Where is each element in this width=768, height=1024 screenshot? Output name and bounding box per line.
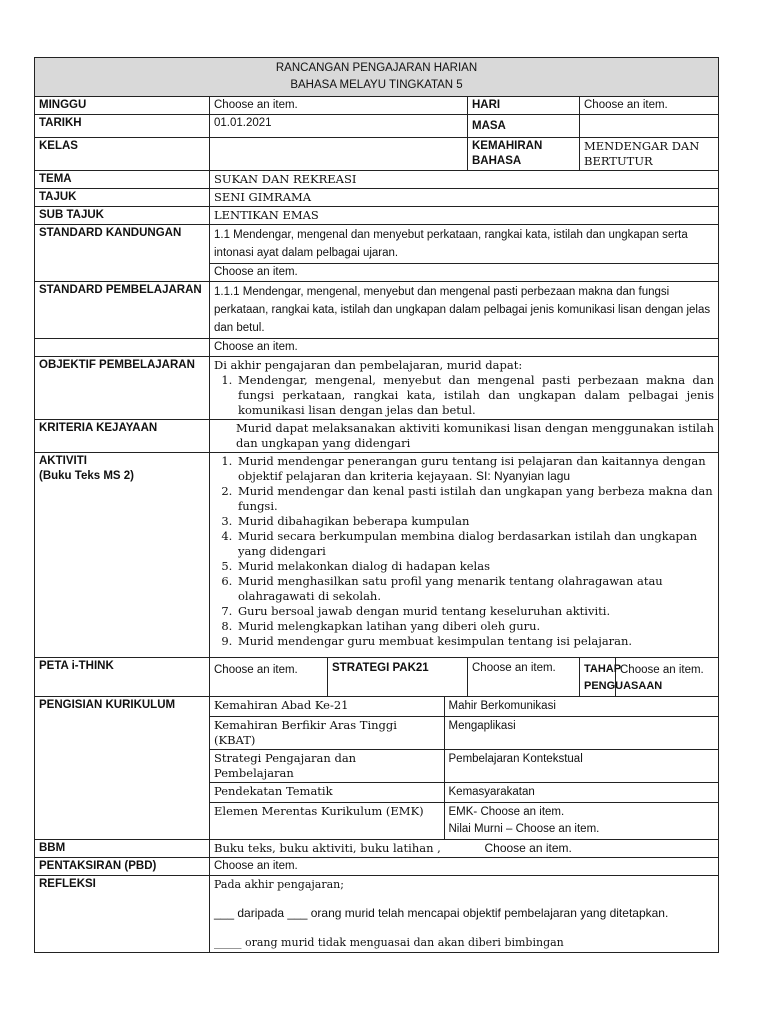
pengisian-left: Kemahiran Abad Ke-21 (210, 697, 444, 717)
aktiviti-item: 9. Murid mendengar guru membuat kesimpulan tentang isi pelajaran. (236, 634, 714, 649)
tahap-dropdown[interactable]: Choose an item. (616, 658, 719, 697)
pengisian-right: Kemasyarakatan (444, 783, 718, 803)
row-kriteria (35, 420, 719, 453)
refleksi-cell (210, 876, 719, 953)
kriteria-label: KRITERIA KEJAYAAN (35, 420, 210, 453)
aktiviti-label-cell (35, 453, 210, 658)
lesson-plan-table (34, 57, 719, 953)
pengisian-row (210, 697, 718, 717)
objektif-cell (210, 357, 719, 420)
minggu-dropdown[interactable]: Choose an item. (210, 97, 468, 115)
pengisian-left: Elemen Merentas Kurikulum (EMK) (210, 803, 444, 840)
row-pengisian (35, 697, 719, 840)
pengisian-right: Mahir Berkomunikasi (444, 697, 718, 717)
sk-text: 1.1 Mendengar, mengenal dan menyebut perkataan, rangkai kata, istilah dan ungkapan serta intonasi ayat dalam pelbagai ujaran. (210, 225, 719, 264)
pengisian-row (210, 803, 718, 840)
bbm-text: Buku teks, buku aktiviti, buku latihan , (214, 841, 441, 855)
pengisian-label: PENGISIAN KURIKULUM (35, 697, 210, 840)
page-title (35, 58, 719, 97)
objektif-intro: Di akhir pengajaran dan pembelajaran, murid dapat: (214, 358, 523, 372)
hari-label: HARI (468, 97, 580, 115)
peta-dropdown[interactable]: Choose an item. (210, 658, 328, 697)
pbd-dropdown[interactable]: Choose an item. (210, 858, 719, 876)
pengisian-left: Kemahiran Berfikir Aras Tinggi (KBAT) (210, 717, 444, 750)
masa-label: MASA (468, 115, 580, 138)
tajuk-label: TAJUK (35, 189, 210, 207)
row-peta (35, 658, 719, 697)
row-objektif (35, 357, 719, 420)
tahap-label: TAHAP PENGUASAAN (580, 658, 616, 697)
pengisian-row (210, 717, 718, 750)
aktiviti-label: AKTIVITI (39, 455, 87, 467)
pengisian-table (210, 697, 718, 839)
strategi-dropdown[interactable]: Choose an item. (468, 658, 580, 697)
sp-label: STANDARD PEMBELAJARAN (35, 282, 210, 339)
aktiviti-list (214, 454, 714, 649)
sk-label: STANDARD KANDUNGAN (35, 225, 210, 282)
pengisian-left: Pendekatan Tematik (210, 783, 444, 803)
refleksi-line-2: ___ daripada ___ orang murid telah mencapai objektif pembelajaran yang ditetapkan. (214, 906, 669, 920)
row-tajuk (35, 189, 719, 207)
refleksi-line-1: Pada akhir pengajaran; (214, 878, 344, 891)
aktiviti-si-note: SI: Nyanyian lagu (476, 469, 571, 483)
aktiviti-item: 2. Murid mendengar dan kenal pasti istilah dan ungkapan yang berbeza makna dan fungsi. (236, 484, 714, 514)
kriteria-text: Murid dapat melaksanakan aktiviti komunikasi lisan dengan menggunakan istilah dan ungkapan yang didengari (210, 420, 719, 453)
row-sp (35, 282, 719, 339)
objektif-list (214, 373, 714, 418)
row-sk (35, 225, 719, 264)
pengisian-row (210, 783, 718, 803)
sp-empty-cell (35, 339, 210, 357)
aktiviti-item: 4. Murid secara berkumpulan membina dialog berdasarkan istilah dan ungkapan yang didengari (236, 529, 714, 559)
tajuk-value: SENI GIMRAMA (210, 189, 719, 207)
kelas-label: KELAS (35, 138, 210, 171)
title-line-2: BAHASA MELAYU TINGKATAN 5 (290, 79, 463, 91)
sk-dropdown[interactable]: Choose an item. (210, 264, 719, 282)
tarikh-field[interactable]: 01.01.2021 (210, 115, 468, 138)
peta-label: PETA i-THINK (35, 658, 210, 697)
aktiviti-cell (210, 453, 719, 658)
objektif-label: OBJEKTIF PEMBELAJARAN (35, 357, 210, 420)
row-minggu (35, 97, 719, 115)
row-bbm (35, 840, 719, 858)
subtajuk-label: SUB TAJUK (35, 207, 210, 225)
row-sp-choose (35, 339, 719, 357)
aktiviti-item: 6. Murid menghasilkan satu profil yang menarik tentang olahragawan atau olahragawati di sekolah. (236, 574, 714, 604)
strategi-label: STRATEGI PAK21 (328, 658, 468, 697)
minggu-label: MINGGU (35, 97, 210, 115)
emk-dropdown[interactable]: EMK- Choose an item. (448, 806, 565, 818)
pengisian-right: Pembelajaran Kontekstual (444, 750, 718, 783)
kemahiran-label: KEMAHIRAN BAHASA (468, 138, 580, 171)
tema-label: TEMA (35, 171, 210, 189)
aktiviti-item: 8. Murid melengkapkan latihan yang diberi oleh guru. (236, 619, 714, 634)
pbd-label: PENTAKSIRAN (PBD) (35, 858, 210, 876)
bbm-label: BBM (35, 840, 210, 858)
kemahiran-value: MENDENGAR DAN BERTUTUR (580, 138, 719, 171)
aktiviti-item: 5. Murid melakonkan dialog di hadapan kelas (236, 559, 714, 574)
row-subtajuk (35, 207, 719, 225)
aktiviti-sublabel: (Buku Teks MS 2) (39, 470, 134, 482)
objektif-item: 1. Mendengar, mengenal, menyebut dan mengenal pasti perbezaan makna dan fungsi perkataan, rangkai kata, istilah dan ungkapan dalam pelbagai jenis komunikasi lisan dengan jelas dan betul. (236, 373, 714, 418)
tarikh-label: TARIKH (35, 115, 210, 138)
pengisian-left: Strategi Pengajaran dan Pembelajaran (210, 750, 444, 783)
row-tarikh (35, 115, 719, 138)
sp-text: 1.1.1 Mendengar, mengenal, menyebut dan mengenal pasti perbezaan makna dan fungsi perkataan, rangkai kata, istilah dan ungkapan dalam pelbagai jenis komunikasi lisan dengan jelas dan betul. (210, 282, 719, 339)
row-aktiviti (35, 453, 719, 658)
refleksi-label: REFLEKSI (35, 876, 210, 953)
aktiviti-item: 3. Murid dibahagikan beberapa kumpulan (236, 514, 714, 529)
aktiviti-item: 1. Murid mendengar penerangan guru tentang isi pelajaran dan kaitannya dengan objektif pelajaran dan kriteria kejayaan. SI: Nyanyian lagu (236, 454, 714, 484)
title-line-1: RANCANGAN PENGAJARAN HARIAN (275, 62, 478, 74)
pengisian-row (210, 750, 718, 783)
sp-dropdown[interactable]: Choose an item. (210, 339, 719, 357)
nilai-murni-dropdown[interactable]: Nilai Murni – Choose an item. (448, 823, 600, 835)
pengisian-right-emk (444, 803, 718, 840)
aktiviti-item: 7. Guru bersoal jawab dengan murid tentang keseluruhan aktiviti. (236, 604, 714, 619)
refleksi-line-3: _____ orang murid tidak menguasai dan akan diberi bimbingan (214, 936, 564, 949)
kelas-field[interactable] (210, 138, 468, 171)
tema-value: SUKAN DAN REKREASI (210, 171, 719, 189)
row-pbd (35, 858, 719, 876)
bbm-cell (210, 840, 719, 858)
hari-dropdown[interactable]: Choose an item. (580, 97, 719, 115)
row-tema (35, 171, 719, 189)
pengisian-right: Mengaplikasi (444, 717, 718, 750)
bbm-dropdown[interactable]: Choose an item. (484, 841, 572, 855)
row-refleksi (35, 876, 719, 953)
header-row (35, 58, 719, 97)
row-kelas (35, 138, 719, 171)
subtajuk-value: LENTIKAN EMAS (210, 207, 719, 225)
pengisian-cell (210, 697, 719, 840)
masa-field[interactable] (580, 115, 719, 138)
